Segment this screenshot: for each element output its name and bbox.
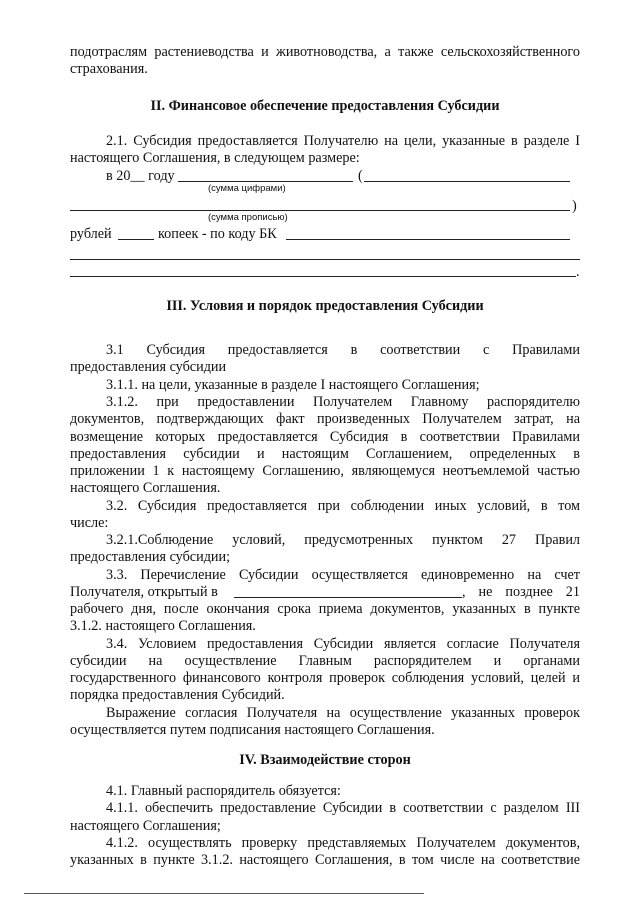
text-line: 3.1.1. на цели, указанные в разделе I настоящего Соглашения; xyxy=(106,377,480,393)
section-heading-4: IV. Взаимодействие сторон xyxy=(239,752,411,768)
amount-digits-field-2 xyxy=(364,181,570,182)
hint-words: (сумма прописью) xyxy=(208,212,288,223)
text-line: 4.1. Главный распорядитель обязуется: xyxy=(106,783,341,799)
text-line: 3.4. Условием предоставления Субсидии является согласие Получателя xyxy=(106,636,580,652)
amount-words-field xyxy=(70,210,570,211)
text-line: приложении 1 к настоящему Соглашению, являющемуся неотъемлемой частью xyxy=(70,463,580,479)
text-line: субсидии на осуществление Главным распорядителем и органами xyxy=(70,653,580,669)
rub-label: рублей xyxy=(70,226,112,242)
bk-code-field-2 xyxy=(70,259,580,260)
text-line: предоставления субсидии xyxy=(70,359,227,375)
text-line: рабочего дня, после окончания срока приема документов, указанных в пункте xyxy=(70,601,580,617)
text-line: 3.1.2. при предоставлении Получателем Главному распорядителю xyxy=(106,394,580,410)
bk-code-field xyxy=(286,239,570,240)
text-line: предоставления субсидии; xyxy=(70,549,231,565)
text-line: 4.1.2. осуществлять проверку представляемых Получателем документов, xyxy=(106,835,580,851)
paren-close: ) xyxy=(572,198,577,214)
account-suffix: , не позднее 21 xyxy=(462,584,580,600)
text-line: осуществляется путем подписания настоящего Соглашения. xyxy=(70,722,435,738)
text-line: 3.1.2. настоящего Соглашения. xyxy=(70,618,256,634)
account-label: Получателя, открытый в xyxy=(70,584,218,600)
account-field xyxy=(234,597,462,598)
text-line: документов, подтверждающих факт произведенных Получателем затрат, на xyxy=(70,411,580,427)
text-line: числе: xyxy=(70,515,109,531)
section-heading-3: III. Условия и порядок предоставления Субсидии xyxy=(166,298,484,314)
text-line: предоставления субсидии и настоящим Соглашением, определенных в xyxy=(70,446,580,462)
rub-field xyxy=(118,239,154,240)
text-line: 3.2.1.Соблюдение условий, предусмотренных пунктом 27 Правил xyxy=(106,532,580,548)
text-line: страхования. xyxy=(70,61,148,77)
period: . xyxy=(576,264,580,280)
text-line: 3.3. Перечисление Субсидии осуществляется единовременно на счет xyxy=(106,567,580,583)
paren-open: ( xyxy=(358,168,363,184)
text-line: указанных в пункте 3.1.2. настоящего Соглашения, в том числе на соответствие xyxy=(70,852,580,868)
text-line: Выражение согласия Получателя на осуществление указанных проверок xyxy=(106,705,580,721)
text-line: 3.2. Субсидия предоставляется при соблюдении иных условий, в том xyxy=(106,498,580,514)
year-label: в 20__ году xyxy=(106,168,175,184)
text-line: подотраслям растениеводства и животноводства, а также сельскохозяйственного xyxy=(70,44,580,60)
text-line: настоящего Соглашения. xyxy=(70,480,221,496)
bk-code-field-3 xyxy=(70,276,576,277)
text-line: настоящего Соглашения, в следующем размере: xyxy=(70,150,360,166)
text-line: 2.1. Субсидия предоставляется Получателю на цели, указанные в разделе I xyxy=(106,133,580,149)
text-line: порядка предоставления Субсидий. xyxy=(70,687,285,703)
text-line: государственного финансового контроля проверок соблюдения условий, целей и xyxy=(70,670,580,686)
text-line: возмещение которых предоставляется Субсидия в соответствии Правилами xyxy=(70,429,580,445)
footer-rule xyxy=(24,893,424,894)
text-line: настоящего Соглашения; xyxy=(70,818,221,834)
text-line: 4.1.1. обеспечить предоставление Субсидии в соответствии с разделом III xyxy=(106,800,580,816)
text-line: 3.1 Субсидия предоставляется в соответствии с Правилами xyxy=(106,342,580,358)
section-heading-2: II. Финансовое обеспечение предоставления Субсидии xyxy=(150,98,500,114)
hint-digits: (сумма цифрами) xyxy=(208,183,286,194)
kop-label: копеек - по коду БК xyxy=(158,226,277,242)
amount-digits-field xyxy=(178,181,353,182)
